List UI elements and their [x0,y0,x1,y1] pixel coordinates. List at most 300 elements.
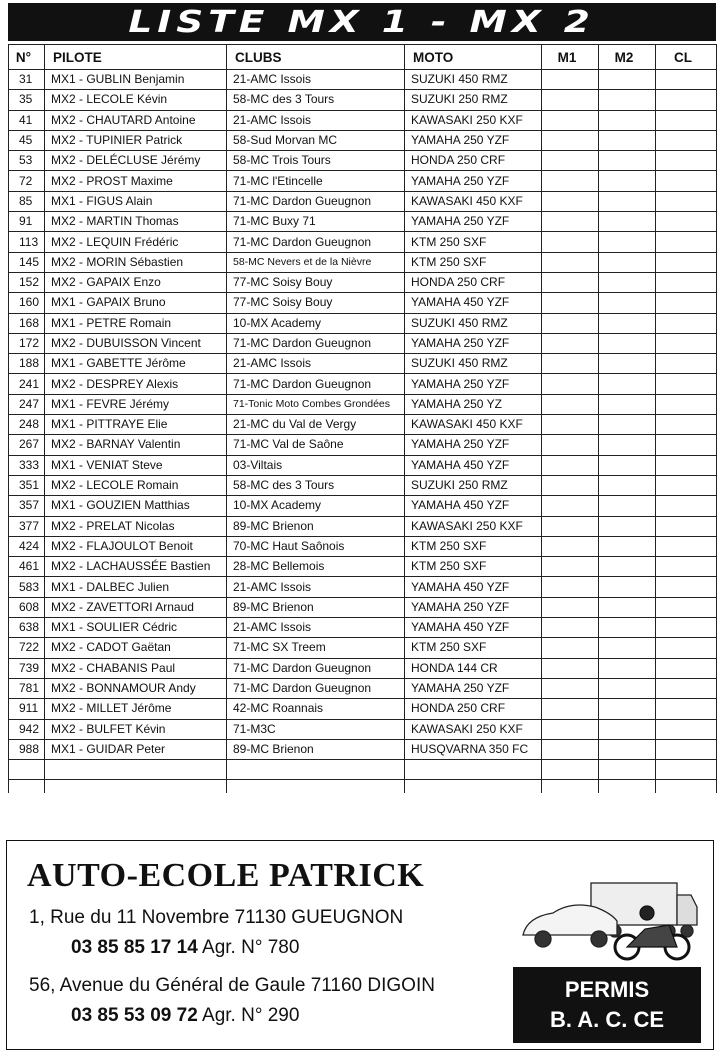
cell-moto: KTM 250 SXF [405,536,542,556]
cell-pilote: MX2 - BULFET Kévin [45,719,227,739]
cell-club: 71-MC Dardon Gueugnon [227,374,405,394]
cell-club: 71-MC Dardon Gueugnon [227,678,405,698]
cell-club: 89-MC Brienon [227,597,405,617]
cell-cl [656,212,717,232]
cell-m1 [542,719,599,739]
cell-club: 58-MC Nevers et de la Nièvre [227,252,405,272]
cell-cl [656,354,717,374]
cell-club: 71-MC Dardon Gueugnon [227,191,405,211]
cell-m2 [599,678,656,698]
cell-moto: YAMAHA 250 YZF [405,597,542,617]
cell-club: 21-AMC Issois [227,110,405,130]
cell-m1 [542,435,599,455]
cell-pilote: MX2 - LACHAUSSÉE Bastien [45,557,227,577]
cell-club: 21-AMC Issois [227,354,405,374]
table-row [9,333,717,353]
table-row [9,415,717,435]
cell-cl [656,516,717,536]
cell-cl [656,678,717,698]
cell-number: 113 [9,232,45,252]
cell-pilote: MX2 - FLAJOULOT Benoit [45,536,227,556]
empty-table-row [9,780,717,794]
cell-club: 03-Viltais [227,455,405,475]
cell-moto: KAWASAKI 450 KXF [405,415,542,435]
cell-m2 [599,374,656,394]
cell-cl [656,110,717,130]
table-row [9,110,717,130]
cell-m1 [542,374,599,394]
cell-number: 41 [9,110,45,130]
table-row [9,130,717,150]
permis-label: PERMIS [564,977,650,1002]
cell-m1 [542,232,599,252]
cell-pilote: MX1 - GAPAIX Bruno [45,293,227,313]
table-row [9,719,717,739]
table-row [9,272,717,292]
table-row [9,70,717,90]
cell-club: 42-MC Roannais [227,699,405,719]
cell-cl [656,739,717,759]
cell-cl [656,232,717,252]
cell-cl [656,455,717,475]
table-row [9,313,717,333]
cell-pilote: MX2 - CHABANIS Paul [45,658,227,678]
cell-m2 [599,70,656,90]
cell-moto: YAMAHA 250 YZF [405,333,542,353]
empty-cell [656,780,717,794]
ad-phone-digoin: 03 85 53 09 72 [71,1005,198,1026]
cell-moto: KAWASAKI 250 KXF [405,516,542,536]
cell-m1 [542,212,599,232]
cell-cl [656,577,717,597]
cell-moto: KAWASAKI 250 KXF [405,719,542,739]
cell-pilote: MX2 - LECOLE Romain [45,475,227,495]
cell-moto: KTM 250 SXF [405,557,542,577]
ad-agreement-gueugnon: Agr. N° 780 [197,937,300,958]
cell-number: 942 [9,719,45,739]
cell-cl [656,293,717,313]
empty-cell [227,760,405,780]
cell-club: 77-MC Soisy Bouy [227,272,405,292]
cell-m1 [542,151,599,171]
cell-m2 [599,252,656,272]
cell-m2 [599,577,656,597]
cell-pilote: MX1 - FIGUS Alain [45,191,227,211]
cell-number: 247 [9,394,45,414]
empty-cell [9,780,45,794]
cell-moto: SUZUKI 450 RMZ [405,70,542,90]
cell-club: 21-MC du Val de Vergy [227,415,405,435]
cell-m2 [599,354,656,374]
empty-cell [9,760,45,780]
cell-m2 [599,719,656,739]
empty-cell [599,780,656,794]
cell-pilote: MX2 - DUBUISSON Vincent [45,333,227,353]
cell-m2 [599,90,656,110]
table-row [9,557,717,577]
cell-cl [656,536,717,556]
table-row [9,516,717,536]
cell-moto: KTM 250 SXF [405,252,542,272]
cell-moto: SUZUKI 450 RMZ [405,354,542,374]
cell-m1 [542,70,599,90]
cell-club: 71-MC Dardon Gueugnon [227,658,405,678]
cell-number: 91 [9,212,45,232]
cell-moto: YAMAHA 250 YZF [405,678,542,698]
cell-m2 [599,455,656,475]
cell-club: 71-Tonic Moto Combes Grondées [227,394,405,414]
cell-m2 [599,597,656,617]
cell-club: 71-MC Dardon Gueugnon [227,232,405,252]
cell-club: 77-MC Soisy Bouy [227,293,405,313]
cell-pilote: MX1 - FEVRE Jérémy [45,394,227,414]
empty-cell [405,760,542,780]
table-row [9,597,717,617]
cell-moto: HONDA 250 CRF [405,151,542,171]
permis-categories: B. A. C. CE [549,1007,665,1032]
cell-m2 [599,638,656,658]
cell-m2 [599,475,656,495]
cell-cl [656,435,717,455]
column-header-m1: M1 [542,45,599,70]
cell-m2 [599,212,656,232]
cell-m1 [542,394,599,414]
cell-cl [656,394,717,414]
cell-pilote: MX2 - PRELAT Nicolas [45,516,227,536]
cell-pilote: MX1 - PITTRAYE Elie [45,415,227,435]
column-header-cl: CL [656,45,717,70]
cell-m1 [542,171,599,191]
cell-moto: SUZUKI 250 RMZ [405,475,542,495]
cell-pilote: MX1 - DALBEC Julien [45,577,227,597]
ad-address-gueugnon: 1, Rue du 11 Novembre 71130 GUEUGNON [29,907,404,928]
cell-m1 [542,638,599,658]
cell-pilote: MX2 - MARTIN Thomas [45,212,227,232]
table-body [9,70,717,794]
table-row [9,435,717,455]
cell-cl [656,699,717,719]
cell-m2 [599,171,656,191]
cell-cl [656,313,717,333]
cell-m1 [542,333,599,353]
cell-pilote: MX2 - LEQUIN Frédéric [45,232,227,252]
cell-number: 739 [9,658,45,678]
table-row [9,191,717,211]
cell-pilote: MX1 - GOUZIEN Matthias [45,496,227,516]
cell-moto: YAMAHA 250 YZF [405,171,542,191]
cell-number: 351 [9,475,45,495]
cell-moto: YAMAHA 450 YZF [405,577,542,597]
cell-pilote: MX1 - SOULIER Cédric [45,618,227,638]
table-row [9,658,717,678]
table-row [9,536,717,556]
cell-number: 638 [9,618,45,638]
cell-m2 [599,415,656,435]
cell-m1 [542,455,599,475]
cell-cl [656,130,717,150]
cell-pilote: MX1 - PETRE Romain [45,313,227,333]
cell-moto: YAMAHA 450 YZF [405,455,542,475]
table-row [9,232,717,252]
cell-m1 [542,191,599,211]
empty-cell [656,760,717,780]
cell-pilote: MX2 - GAPAIX Enzo [45,272,227,292]
cell-number: 722 [9,638,45,658]
cell-m2 [599,151,656,171]
cell-m1 [542,597,599,617]
cell-club: 71-MC Buxy 71 [227,212,405,232]
cell-club: 21-AMC Issois [227,618,405,638]
cell-cl [656,151,717,171]
cell-m1 [542,536,599,556]
cell-number: 31 [9,70,45,90]
cell-number: 583 [9,577,45,597]
cell-cl [656,475,717,495]
cell-m1 [542,252,599,272]
cell-moto: SUZUKI 450 RMZ [405,313,542,333]
cell-club: 10-MX Academy [227,496,405,516]
table-header-row [9,45,717,70]
cell-number: 424 [9,536,45,556]
car-icon [523,905,617,947]
cell-club: 71-MC SX Treem [227,638,405,658]
cell-number: 145 [9,252,45,272]
cell-m2 [599,557,656,577]
ad-agreement-digoin: Agr. N° 290 [197,1005,300,1026]
cell-pilote: MX2 - PROST Maxime [45,171,227,191]
cell-m1 [542,739,599,759]
cell-number: 988 [9,739,45,759]
empty-cell [45,780,227,794]
cell-m2 [599,516,656,536]
cell-club: 89-MC Brienon [227,739,405,759]
cell-m1 [542,557,599,577]
table-row [9,739,717,759]
table-row [9,293,717,313]
cell-cl [656,415,717,435]
cell-pilote: MX2 - DESPREY Alexis [45,374,227,394]
cell-cl [656,496,717,516]
cell-pilote: MX2 - MORIN Sébastien [45,252,227,272]
cell-club: 58-MC des 3 Tours [227,475,405,495]
cell-number: 188 [9,354,45,374]
cell-club: 58-Sud Morvan MC [227,130,405,150]
cell-cl [656,597,717,617]
cell-club: 21-AMC Issois [227,577,405,597]
cell-cl [656,90,717,110]
cell-m1 [542,110,599,130]
cell-club: 71-MC Dardon Gueugnon [227,333,405,353]
cell-m1 [542,678,599,698]
table-row [9,678,717,698]
cell-m2 [599,536,656,556]
cell-club: 21-AMC Issois [227,70,405,90]
vehicles-illustration [519,873,699,963]
cell-number: 911 [9,699,45,719]
cell-moto: KAWASAKI 250 KXF [405,110,542,130]
cell-m2 [599,618,656,638]
table-row [9,90,717,110]
cell-club: 58-MC des 3 Tours [227,90,405,110]
ad-contact-digoin [71,1005,299,1027]
cell-number: 85 [9,191,45,211]
cell-cl [656,658,717,678]
cell-m2 [599,191,656,211]
cell-pilote: MX2 - CADOT Gaëtan [45,638,227,658]
cell-number: 781 [9,678,45,698]
cell-moto: KTM 250 SXF [405,232,542,252]
cell-m2 [599,130,656,150]
cell-pilote: MX1 - GABETTE Jérôme [45,354,227,374]
cell-moto: SUZUKI 250 RMZ [405,90,542,110]
cell-m1 [542,577,599,597]
cell-m1 [542,272,599,292]
cell-moto: YAMAHA 250 YZF [405,374,542,394]
cell-m2 [599,333,656,353]
cell-m1 [542,130,599,150]
cell-club: 71-MC Val de Saône [227,435,405,455]
cell-number: 45 [9,130,45,150]
table-row [9,212,717,232]
title-banner [8,3,716,41]
entry-list-table [8,44,717,793]
ad-business-name: AUTO-ECOLE PATRICK [27,857,425,894]
table-row [9,496,717,516]
column-header-number: N° [9,45,45,70]
table-row [9,354,717,374]
cell-m2 [599,739,656,759]
cell-cl [656,719,717,739]
cell-number: 152 [9,272,45,292]
cell-pilote: MX2 - BARNAY Valentin [45,435,227,455]
table-row [9,171,717,191]
cell-pilote: MX2 - ZAVETTORI Arnaud [45,597,227,617]
cell-m2 [599,394,656,414]
cell-m1 [542,90,599,110]
empty-cell [542,780,599,794]
cell-moto: YAMAHA 450 YZF [405,293,542,313]
cell-number: 241 [9,374,45,394]
cell-pilote: MX2 - LECOLE Kévin [45,90,227,110]
cell-pilote: MX1 - GUIDAR Peter [45,739,227,759]
cell-m2 [599,272,656,292]
cell-moto: KAWASAKI 450 KXF [405,191,542,211]
table-row [9,699,717,719]
cell-cl [656,252,717,272]
cell-m2 [599,699,656,719]
table-row [9,151,717,171]
empty-cell [227,780,405,794]
cell-m1 [542,516,599,536]
cell-cl [656,374,717,394]
cell-pilote: MX2 - CHAUTARD Antoine [45,110,227,130]
ad-address-digoin: 56, Avenue du Général de Gaule 71160 DIGOIN [29,975,435,996]
column-header-m2: M2 [599,45,656,70]
table-row [9,374,717,394]
cell-number: 357 [9,496,45,516]
cell-moto: YAMAHA 250 YZF [405,130,542,150]
cell-number: 35 [9,90,45,110]
cell-club: 71-M3C [227,719,405,739]
cell-m2 [599,313,656,333]
cell-pilote: MX2 - BONNAMOUR Andy [45,678,227,698]
cell-number: 461 [9,557,45,577]
page-title: LISTE MX 1 - MX 2 [128,4,596,40]
cell-moto: YAMAHA 250 YZF [405,435,542,455]
cell-m1 [542,293,599,313]
cell-club: 89-MC Brienon [227,516,405,536]
cell-club: 71-MC l'Etincelle [227,171,405,191]
cell-number: 333 [9,455,45,475]
cell-pilote: MX1 - GUBLIN Benjamin [45,70,227,90]
cell-pilote: MX2 - DELÉCLUSE Jérémy [45,151,227,171]
cell-number: 377 [9,516,45,536]
cell-m1 [542,699,599,719]
column-header-clubs: CLUBS [227,45,405,70]
cell-number: 608 [9,597,45,617]
license-categories-box [513,967,701,1043]
cell-club: 70-MC Haut Saônois [227,536,405,556]
cell-club: 10-MX Academy [227,313,405,333]
cell-number: 72 [9,171,45,191]
cell-moto: HONDA 250 CRF [405,272,542,292]
table-row [9,394,717,414]
table-row [9,638,717,658]
cell-cl [656,70,717,90]
empty-cell [599,760,656,780]
cell-m2 [599,658,656,678]
ad-contact-gueugnon [71,937,299,959]
cell-cl [656,638,717,658]
cell-pilote: MX1 - VENIAT Steve [45,455,227,475]
cell-m1 [542,415,599,435]
cell-number: 53 [9,151,45,171]
cell-cl [656,191,717,211]
cell-moto: HONDA 144 CR [405,658,542,678]
table-row [9,252,717,272]
table-row [9,618,717,638]
column-header-moto: MOTO [405,45,542,70]
cell-m2 [599,496,656,516]
cell-cl [656,272,717,292]
cell-m1 [542,313,599,333]
cell-moto: HUSQVARNA 350 FC [405,739,542,759]
cell-number: 172 [9,333,45,353]
cell-club: 58-MC Trois Tours [227,151,405,171]
cell-moto: YAMAHA 450 YZF [405,496,542,516]
cell-m1 [542,618,599,638]
cell-moto: YAMAHA 450 YZF [405,618,542,638]
cell-number: 248 [9,415,45,435]
cell-club: 28-MC Bellemois [227,557,405,577]
cell-pilote: MX2 - TUPINIER Patrick [45,130,227,150]
cell-m2 [599,293,656,313]
cell-cl [656,171,717,191]
table-row [9,475,717,495]
cell-moto: KTM 250 SXF [405,638,542,658]
table-row [9,455,717,475]
column-header-pilote: PILOTE [45,45,227,70]
cell-m1 [542,354,599,374]
cell-m1 [542,496,599,516]
cell-m2 [599,232,656,252]
cell-cl [656,333,717,353]
cell-m1 [542,658,599,678]
cell-m2 [599,110,656,130]
cell-moto: HONDA 250 CRF [405,699,542,719]
cell-pilote: MX2 - MILLET Jérôme [45,699,227,719]
cell-number: 160 [9,293,45,313]
